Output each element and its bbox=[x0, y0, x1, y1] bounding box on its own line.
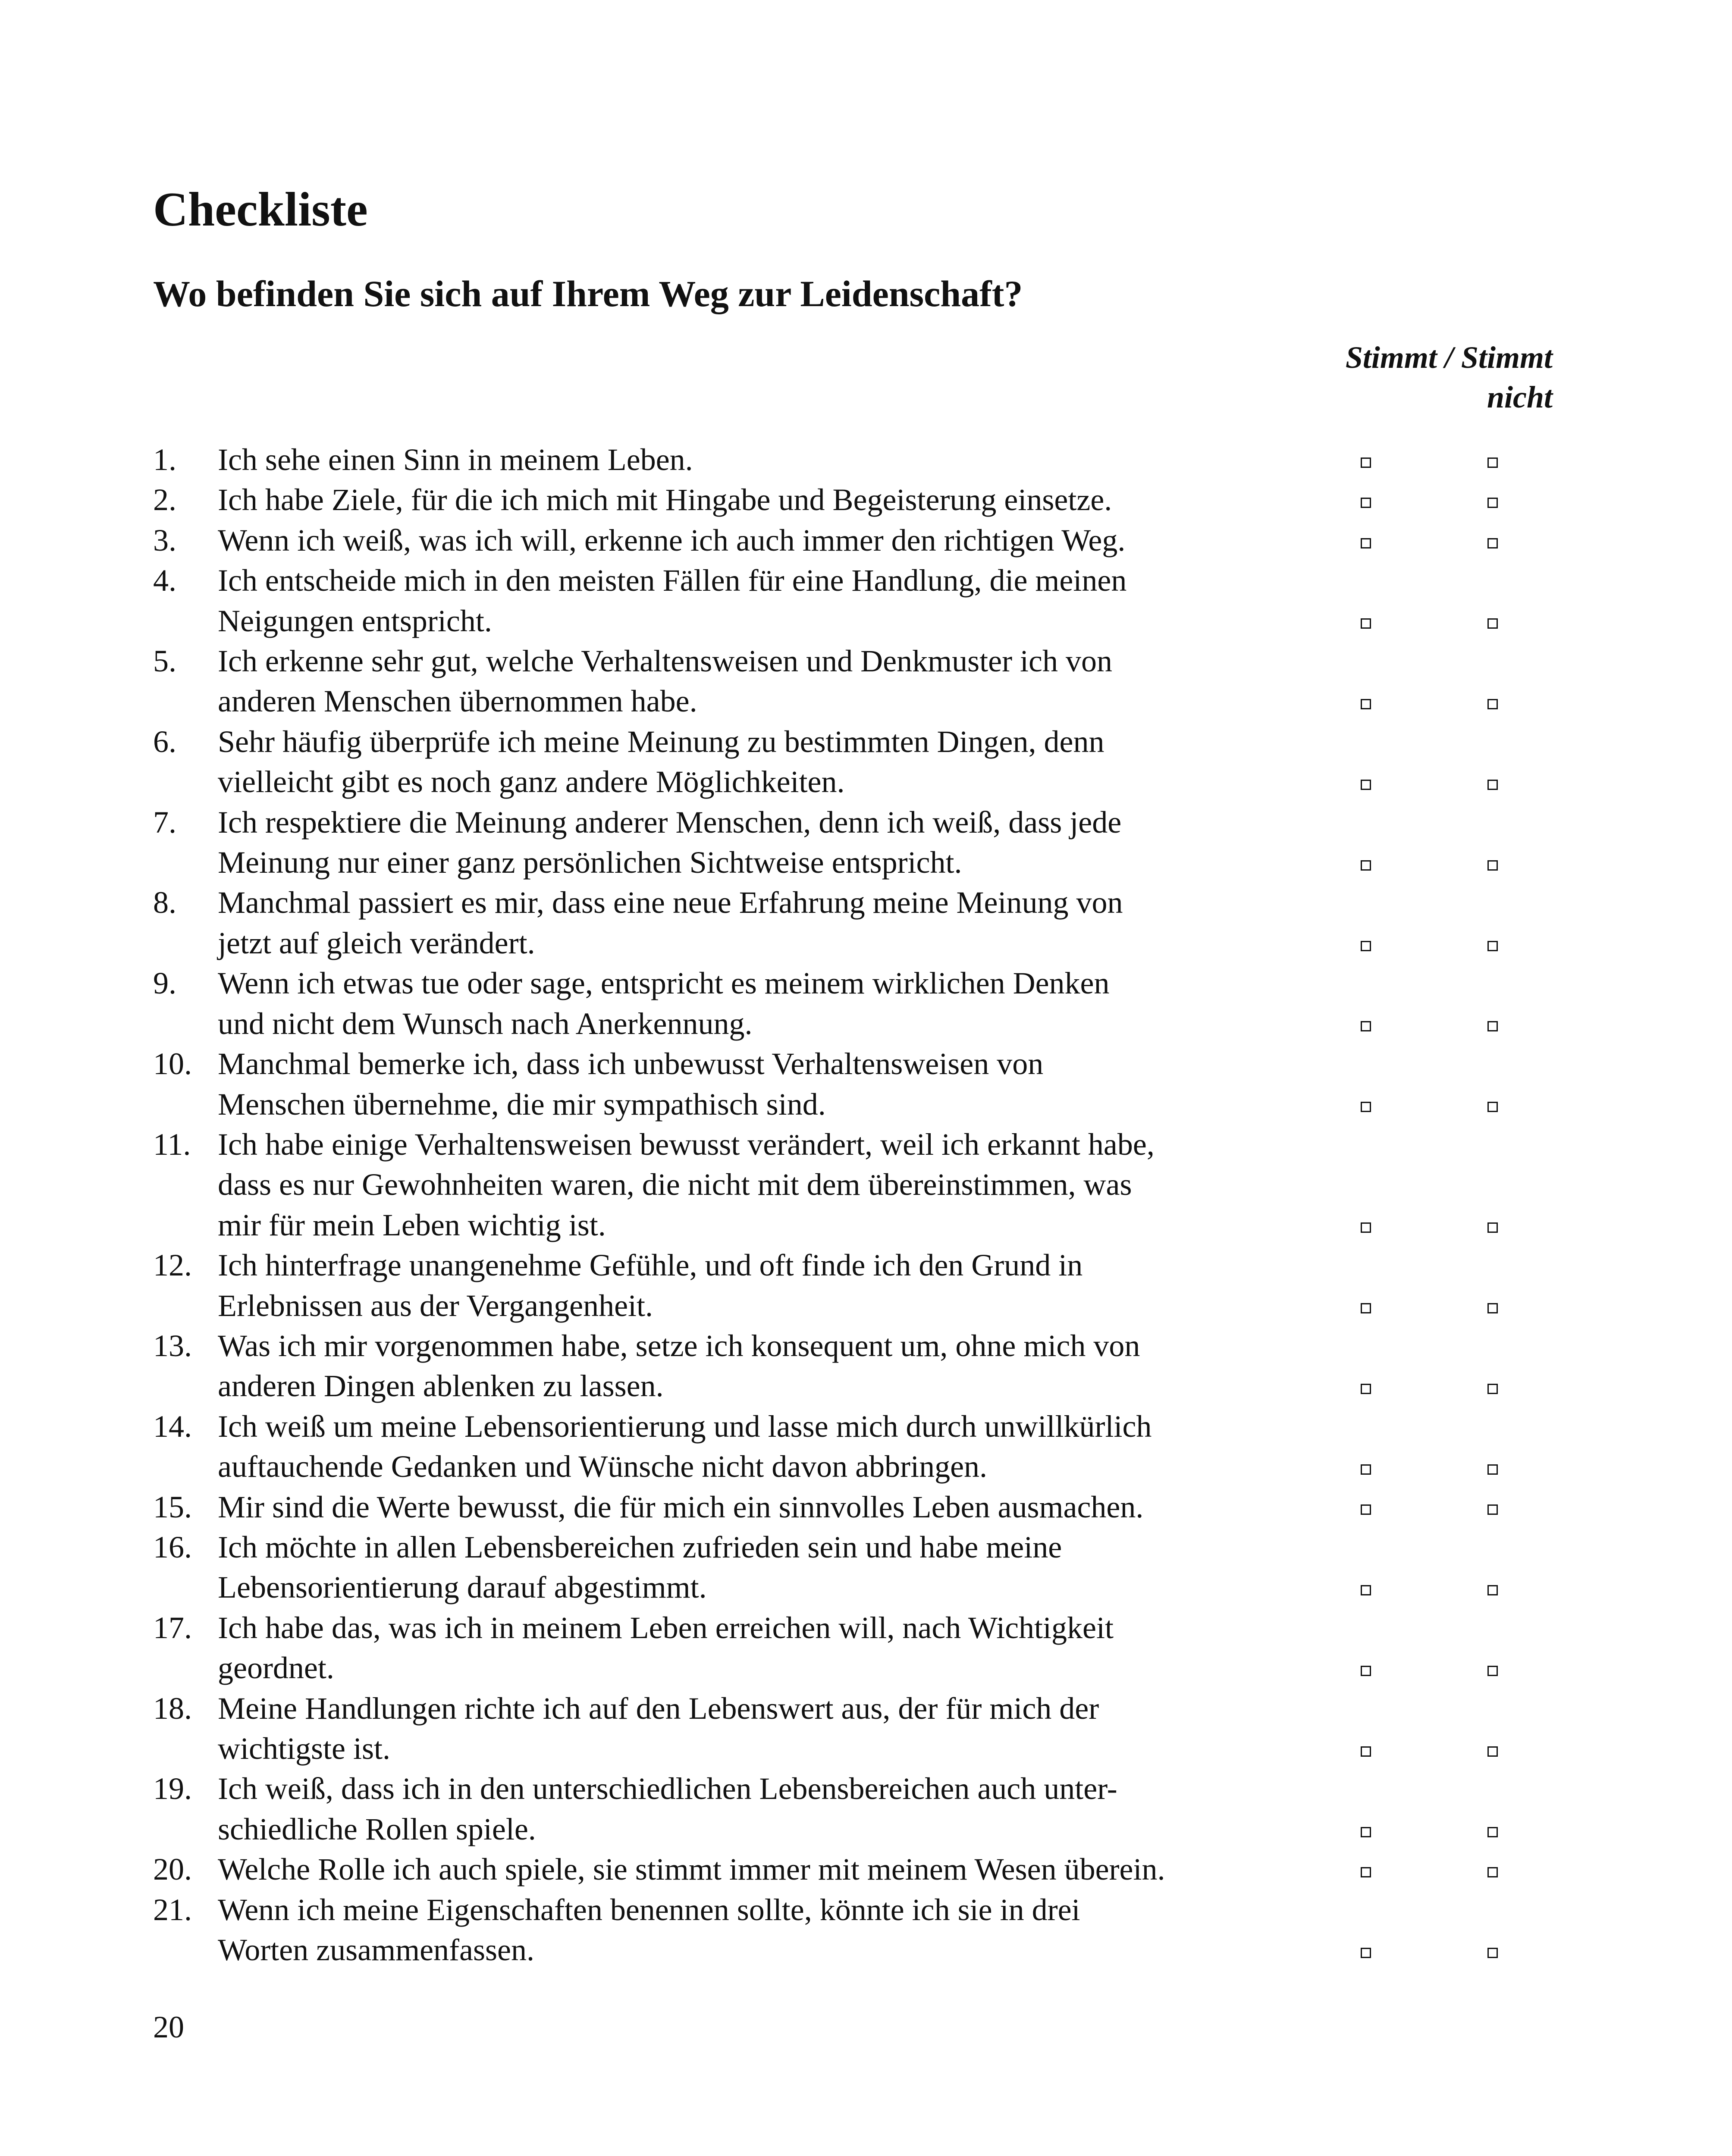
item-text-line: Ich hinterfrage unangenehme Gefühle, und oft finde ich den Grund in bbox=[218, 1248, 1083, 1283]
stimmt-checkbox[interactable] bbox=[1361, 1746, 1371, 1757]
answer-checkboxes bbox=[1348, 1366, 1498, 1406]
stimmt-checkbox[interactable] bbox=[1361, 618, 1371, 629]
checklist-item bbox=[153, 1890, 1576, 1971]
stimmt-checkbox[interactable] bbox=[1361, 780, 1371, 790]
stimmt-nicht-checkbox[interactable] bbox=[1487, 1746, 1498, 1757]
item-text-line: Ich habe einige Verhaltensweisen bewusst verändert, weil ich erkannt habe, bbox=[218, 1127, 1155, 1162]
stimmt-nicht-checkbox[interactable] bbox=[1487, 860, 1498, 871]
stimmt-nicht-checkbox[interactable] bbox=[1487, 1504, 1498, 1515]
answer-checkboxes bbox=[1348, 1004, 1498, 1044]
item-text-line: Ich erkenne sehr gut, welche Verhaltensweisen und Denkmuster ich von bbox=[218, 644, 1113, 679]
checklist-item bbox=[153, 1125, 1576, 1245]
item-text-line: schiedliche Rollen spiele. bbox=[218, 1811, 536, 1846]
item-text-line: Wenn ich weiß, was ich will, erkenne ich auch immer den richtigen Weg. bbox=[218, 523, 1126, 558]
stimmt-nicht-checkbox[interactable] bbox=[1487, 1384, 1498, 1394]
checklist-item bbox=[153, 1769, 1576, 1849]
stimmt-checkbox[interactable] bbox=[1361, 1827, 1371, 1837]
item-text-line: jetzt auf gleich verändert. bbox=[218, 925, 535, 960]
checklist-item bbox=[153, 561, 1576, 641]
page-subtitle: Wo befinden Sie sich auf Ihrem Weg zur Leidenschaft? bbox=[153, 273, 1023, 314]
item-number: 11. bbox=[153, 1127, 191, 1162]
item-text-line: Ich möchte in allen Lebensbereichen zufrieden sein und habe meine bbox=[218, 1529, 1062, 1564]
checklist-item bbox=[153, 1689, 1576, 1769]
checklist-item bbox=[153, 1044, 1576, 1125]
item-text bbox=[218, 641, 1348, 722]
answer-checkboxes bbox=[1348, 1286, 1498, 1326]
stimmt-checkbox[interactable] bbox=[1361, 498, 1371, 508]
item-text-line: Manchmal passiert es mir, dass eine neue Erfahrung meine Meinung von bbox=[218, 885, 1123, 920]
item-text-line: Ich respektiere die Meinung anderer Menschen, denn ich weiß, dass jede bbox=[218, 805, 1122, 840]
item-text-line: Ich weiß, dass ich in den unterschiedlichen Lebensbereichen auch unter- bbox=[218, 1771, 1117, 1806]
stimmt-checkbox[interactable] bbox=[1361, 1504, 1371, 1515]
answer-checkboxes bbox=[1348, 1648, 1498, 1688]
checklist-item bbox=[153, 440, 1576, 480]
stimmt-checkbox[interactable] bbox=[1361, 1222, 1371, 1233]
item-number: 19. bbox=[153, 1771, 192, 1806]
item-text-line: Wenn ich etwas tue oder sage, entspricht es meinem wirklichen Denken bbox=[218, 966, 1110, 1001]
stimmt-checkbox[interactable] bbox=[1361, 1384, 1371, 1394]
checklist-item bbox=[153, 802, 1576, 883]
page-title: Checkliste bbox=[153, 183, 368, 236]
answer-checkboxes bbox=[1348, 681, 1498, 721]
stimmt-nicht-checkbox[interactable] bbox=[1487, 1222, 1498, 1233]
item-text bbox=[218, 1769, 1348, 1849]
item-text-line: mir für mein Leben wichtig ist. bbox=[218, 1207, 606, 1242]
column-header-line-2: nicht bbox=[1487, 380, 1553, 414]
item-text bbox=[218, 1608, 1348, 1689]
item-text bbox=[218, 802, 1348, 883]
checklist-item bbox=[153, 1849, 1576, 1890]
answer-checkboxes bbox=[1348, 923, 1498, 963]
stimmt-checkbox[interactable] bbox=[1361, 1867, 1371, 1877]
item-number: 21. bbox=[153, 1892, 192, 1927]
stimmt-nicht-checkbox[interactable] bbox=[1487, 1021, 1498, 1031]
item-number: 5. bbox=[153, 644, 176, 679]
checklist-item bbox=[153, 480, 1576, 520]
item-number: 4. bbox=[153, 563, 176, 598]
checklist-item bbox=[153, 641, 1576, 722]
checklist-item bbox=[153, 1407, 1576, 1487]
item-number: 14. bbox=[153, 1409, 192, 1444]
item-text-line: Ich habe das, was ich in meinem Leben erreichen will, nach Wichtigkeit bbox=[218, 1610, 1114, 1645]
item-text bbox=[218, 963, 1348, 1044]
checklist-item bbox=[153, 1245, 1576, 1326]
answer-checkboxes bbox=[1348, 762, 1498, 802]
checklist-item bbox=[153, 722, 1576, 802]
answer-checkboxes bbox=[1348, 601, 1498, 641]
stimmt-nicht-checkbox[interactable] bbox=[1487, 1867, 1498, 1877]
item-number: 10. bbox=[153, 1047, 192, 1081]
item-text bbox=[218, 1245, 1348, 1326]
checklist-item bbox=[153, 1487, 1576, 1527]
answer-checkboxes bbox=[1348, 480, 1498, 520]
item-number: 7. bbox=[153, 805, 176, 840]
checklist-item bbox=[153, 520, 1576, 561]
answer-checkboxes bbox=[1348, 1849, 1498, 1890]
stimmt-nicht-checkbox[interactable] bbox=[1487, 458, 1498, 468]
item-text-line: Meine Handlungen richte ich auf den Lebenswert aus, der für mich der bbox=[218, 1691, 1099, 1726]
item-number: 17. bbox=[153, 1610, 192, 1645]
stimmt-nicht-checkbox[interactable] bbox=[1487, 699, 1498, 709]
item-text-line: Ich sehe einen Sinn in meinem Leben. bbox=[218, 442, 693, 477]
answer-checkboxes bbox=[1348, 843, 1498, 883]
item-text bbox=[218, 722, 1348, 802]
item-text-line: anderen Menschen übernommen habe. bbox=[218, 684, 697, 719]
stimmt-nicht-checkbox[interactable] bbox=[1487, 1666, 1498, 1676]
item-text-line: anderen Dingen ablenken zu lassen. bbox=[218, 1369, 664, 1404]
checklist-item bbox=[153, 1527, 1576, 1608]
item-text bbox=[218, 1527, 1348, 1608]
item-text bbox=[218, 883, 1348, 963]
checklist bbox=[153, 440, 1576, 1970]
stimmt-checkbox[interactable] bbox=[1361, 1464, 1371, 1475]
answer-checkboxes bbox=[1348, 1567, 1498, 1608]
item-text-line: vielleicht gibt es noch ganz andere Möglichkeiten. bbox=[218, 765, 845, 799]
stimmt-checkbox[interactable] bbox=[1361, 860, 1371, 871]
item-number: 1. bbox=[153, 442, 176, 477]
item-number: 16. bbox=[153, 1529, 192, 1564]
item-text-line: Erlebnissen aus der Vergangenheit. bbox=[218, 1288, 653, 1323]
answer-checkboxes bbox=[1348, 1205, 1498, 1245]
answer-checkboxes bbox=[1348, 1447, 1498, 1487]
item-text-line: Neigungen entspricht. bbox=[218, 603, 492, 638]
stimmt-nicht-checkbox[interactable] bbox=[1487, 941, 1498, 951]
checklist-item bbox=[153, 1326, 1576, 1407]
item-text-line: dass es nur Gewohnheiten waren, die nicht mit dem übereinstimmen, was bbox=[218, 1167, 1132, 1202]
stimmt-checkbox[interactable] bbox=[1361, 1102, 1371, 1112]
stimmt-nicht-checkbox[interactable] bbox=[1487, 1827, 1498, 1837]
checklist-item bbox=[153, 963, 1576, 1044]
item-text bbox=[218, 480, 1348, 520]
stimmt-nicht-checkbox[interactable] bbox=[1487, 1948, 1498, 1958]
stimmt-checkbox[interactable] bbox=[1361, 941, 1371, 951]
item-text-line: Wenn ich meine Eigenschaften benennen sollte, könnte ich sie in drei bbox=[218, 1892, 1080, 1927]
column-header-line-1: Stimmt / Stimmt bbox=[1345, 340, 1553, 375]
item-text bbox=[218, 1044, 1348, 1125]
item-text-line: und nicht dem Wunsch nach Anerkennung. bbox=[218, 1006, 753, 1041]
item-text-line: geordnet. bbox=[218, 1651, 334, 1686]
answer-checkboxes bbox=[1348, 520, 1498, 561]
item-text-line: Ich weiß um meine Lebensorientierung und lasse mich durch unwillkürlich bbox=[218, 1409, 1152, 1444]
checklist-item bbox=[153, 1608, 1576, 1689]
stimmt-checkbox[interactable] bbox=[1361, 1948, 1371, 1958]
item-text-line: Lebensorientierung darauf abgestimmt. bbox=[218, 1570, 707, 1605]
answer-checkboxes bbox=[1348, 1487, 1498, 1527]
item-text bbox=[218, 1689, 1348, 1769]
stimmt-checkbox[interactable] bbox=[1361, 1585, 1371, 1595]
item-text-line: Welche Rolle ich auch spiele, sie stimmt immer mit meinem Wesen überein. bbox=[218, 1852, 1165, 1887]
checklist-item bbox=[153, 883, 1576, 963]
stimmt-nicht-checkbox[interactable] bbox=[1487, 1585, 1498, 1595]
item-text-line: Manchmal bemerke ich, dass ich unbewusst Verhaltensweisen von bbox=[218, 1047, 1044, 1081]
stimmt-nicht-checkbox[interactable] bbox=[1487, 618, 1498, 629]
stimmt-nicht-checkbox[interactable] bbox=[1487, 1464, 1498, 1475]
item-text-line: Sehr häufig überprüfe ich meine Meinung zu bestimmten Dingen, denn bbox=[218, 724, 1104, 759]
item-text bbox=[218, 1326, 1348, 1407]
item-text bbox=[218, 1890, 1348, 1971]
answer-column-header bbox=[1251, 338, 1553, 417]
item-number: 12. bbox=[153, 1248, 192, 1283]
answer-checkboxes bbox=[1348, 1084, 1498, 1125]
page-number: 20 bbox=[153, 2010, 184, 2044]
item-text-line: Ich entscheide mich in den meisten Fällen für eine Handlung, die meinen bbox=[218, 563, 1127, 598]
item-text-line: Mir sind die Werte bewusst, die für mich ein sinnvolles Leben ausmachen. bbox=[218, 1489, 1144, 1524]
answer-checkboxes bbox=[1348, 1809, 1498, 1849]
item-number: 20. bbox=[153, 1852, 192, 1887]
stimmt-nicht-checkbox[interactable] bbox=[1487, 780, 1498, 790]
answer-checkboxes bbox=[1348, 1729, 1498, 1769]
item-text bbox=[218, 1487, 1348, 1527]
item-number: 9. bbox=[153, 966, 176, 1001]
stimmt-checkbox[interactable] bbox=[1361, 699, 1371, 709]
item-text-line: Worten zusammenfassen. bbox=[218, 1933, 534, 1968]
item-text-line: Menschen übernehme, die mir sympathisch sind. bbox=[218, 1087, 826, 1122]
item-text bbox=[218, 1407, 1348, 1487]
item-number: 6. bbox=[153, 724, 176, 759]
stimmt-nicht-checkbox[interactable] bbox=[1487, 498, 1498, 508]
item-text-line: Meinung nur einer ganz persönlichen Sichtweise entspricht. bbox=[218, 845, 962, 880]
stimmt-checkbox[interactable] bbox=[1361, 1666, 1371, 1676]
item-number: 13. bbox=[153, 1328, 192, 1363]
item-number: 3. bbox=[153, 523, 176, 558]
item-text-line: Ich habe Ziele, für die ich mich mit Hingabe und Begeisterung einsetze. bbox=[218, 483, 1112, 517]
item-text bbox=[218, 1849, 1348, 1890]
item-text-line: auftauchende Gedanken und Wünsche nicht davon abbringen. bbox=[218, 1449, 988, 1484]
item-number: 15. bbox=[153, 1489, 192, 1524]
answer-checkboxes bbox=[1348, 440, 1498, 480]
item-text bbox=[218, 440, 1348, 480]
stimmt-checkbox[interactable] bbox=[1361, 538, 1371, 548]
item-number: 18. bbox=[153, 1691, 192, 1726]
stimmt-nicht-checkbox[interactable] bbox=[1487, 1303, 1498, 1313]
stimmt-checkbox[interactable] bbox=[1361, 1303, 1371, 1313]
stimmt-checkbox[interactable] bbox=[1361, 1021, 1371, 1031]
item-text-line: Was ich mir vorgenommen habe, setze ich konsequent um, ohne mich von bbox=[218, 1328, 1140, 1363]
item-number: 2. bbox=[153, 483, 176, 517]
item-text bbox=[218, 520, 1348, 561]
stimmt-nicht-checkbox[interactable] bbox=[1487, 538, 1498, 548]
item-number: 8. bbox=[153, 885, 176, 920]
answer-checkboxes bbox=[1348, 1930, 1498, 1970]
item-text-line: wichtigste ist. bbox=[218, 1731, 390, 1766]
stimmt-checkbox[interactable] bbox=[1361, 458, 1371, 468]
item-text bbox=[218, 1125, 1348, 1245]
stimmt-nicht-checkbox[interactable] bbox=[1487, 1102, 1498, 1112]
item-text bbox=[218, 561, 1348, 641]
